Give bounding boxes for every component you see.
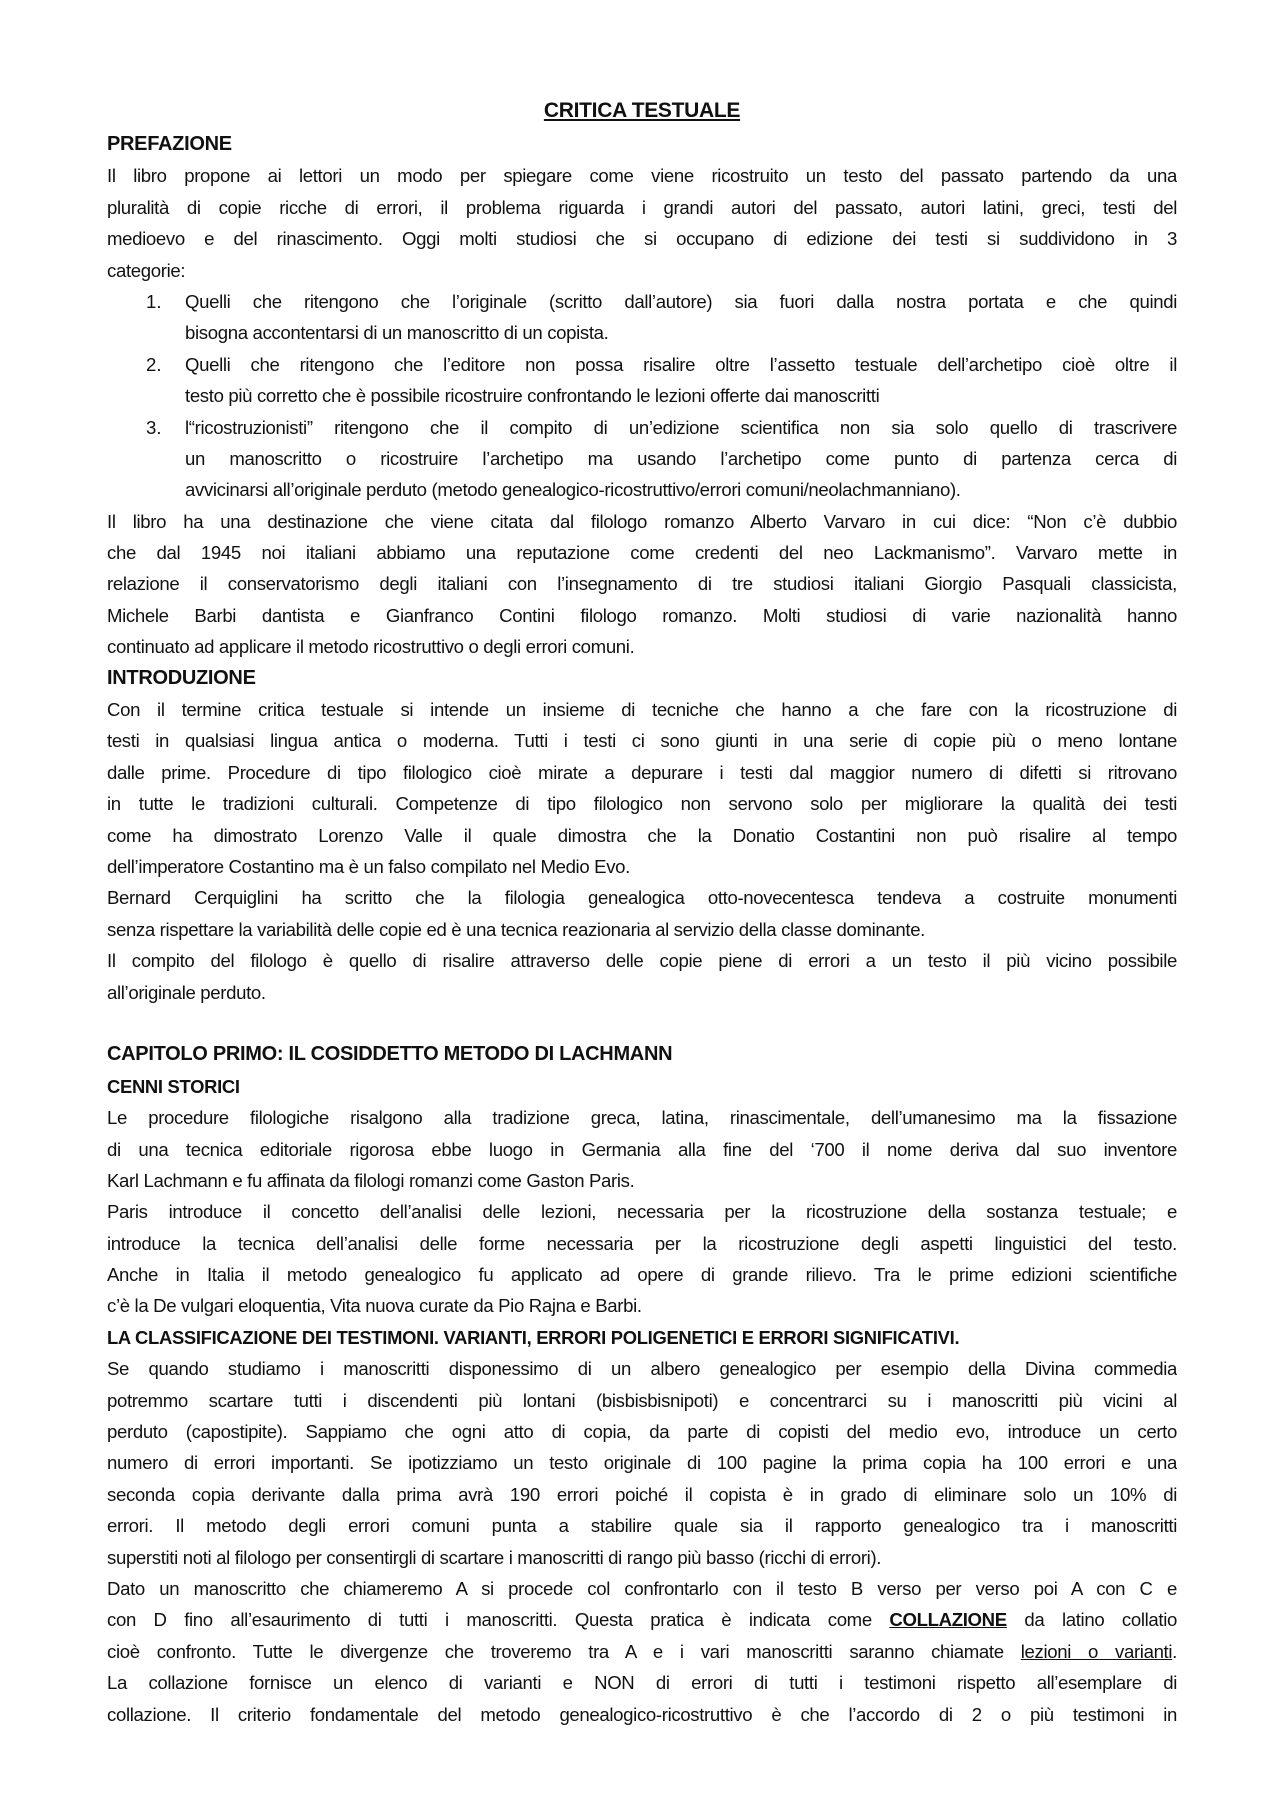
text-line: Il libro propone ai lettori un modo per spiegare come viene ricostruito un testo del passato partendo da una (107, 165, 1177, 187)
text-line: dalle prime. Procedure di tipo filologico cioè mirate a depurare i testi dal maggior numero di difetti si ritrovano (107, 761, 1177, 783)
paragraph (107, 1573, 1177, 1730)
text-line: Quelli che ritengono che l’editore non possa risalire oltre l’assetto testuale dell’archetipo cioè oltre il (185, 353, 1177, 375)
emphasized-text: lezioni o varianti (1020, 1640, 1173, 1662)
list-number: 3. (146, 416, 162, 438)
text-line: relazione il conservatorismo degli italiani con l’insegnamento di tre studiosi italiani Giorgio Pasquali classicista, (107, 573, 1177, 595)
paragraph (107, 1353, 1177, 1573)
text-line: categorie: (107, 259, 186, 281)
text-line: perduto (capostipite). Sappiamo che ogni atto di copia, da parte di copisti del medio evo, introduce un certo (107, 1421, 1177, 1443)
text-line (107, 1604, 1177, 1635)
text-line: numero di errori importanti. Se ipotizziamo un testo originale di 100 pagine la prima copia ha 100 errori e una (107, 1452, 1177, 1474)
list-number: 2. (146, 353, 162, 375)
text-segment: cioè confronto. Tutte le divergenze che troveremo tra A e i vari manoscritti saranno chiamate (107, 1640, 1021, 1662)
text-line: potremmo scartare tutti i discendenti più lontani (bisbisbisnipoti) e concentrarci su i manoscritti più vicini al (107, 1389, 1177, 1411)
list-item (107, 412, 1177, 506)
paragraph (107, 1196, 1177, 1322)
text-line: senza rispettare la variabilità delle copie ed è una tecnica reazionaria al servizio della classe dominante. (107, 918, 925, 940)
text-line: Quelli che ritengono che l’originale (scritto dall’autore) sia fuori dalla nostra portata e che quindi (185, 290, 1177, 312)
subsection-heading: LA CLASSIFICAZIONE DEI TESTIMONI. VARIANTI, ERRORI POLIGENETICI E ERRORI SIGNIFICATIVI. (107, 1326, 960, 1348)
paragraph (107, 945, 1177, 1008)
list-number: 1. (146, 290, 162, 312)
text-line: come ha dimostrato Lorenzo Valle il quale dimostra che la Donatio Costantini non può risalire al tempo (107, 824, 1177, 846)
paragraph (107, 1102, 1177, 1196)
text-line: Paris introduce il concetto dell’analisi delle lezioni, necessaria per la ricostruzione della sostanza testuale; e (107, 1201, 1177, 1223)
text-line: l“ricostruzionisti” ritengono che il compito di un’edizione scientifica non sia solo quello di trascrivere (185, 416, 1177, 438)
paragraph (107, 694, 1177, 882)
text-line: di una tecnica editoriale rigorosa ebbe luogo in Germania alla fine del ‘700 il nome deriva dal suo inventore (107, 1138, 1177, 1160)
text-line: Con il termine critica testuale si intende un insieme di tecniche che hanno a che fare con la ricostruzione di (107, 699, 1177, 721)
text-line: Michele Barbi dantista e Gianfranco Contini filologo romanzo. Molti studiosi di varie nazionalità hanno (107, 604, 1177, 626)
text-line: un manoscritto o ricostruire l’archetipo ma usando l’archetipo come punto di partenza cerca di (185, 447, 1177, 469)
text-segment: da latino collatio (1006, 1609, 1177, 1631)
list-item (107, 349, 1177, 412)
text-line: Bernard Cerquiglini ha scritto che la filologia genealogica otto-novecentesca tendeva a costruite monumenti (107, 887, 1177, 909)
text-line: testo più corretto che è possibile ricostruire confrontando le lezioni offerte dai manoscritti (185, 385, 880, 407)
text-line: Le procedure filologiche risalgono alla tradizione greca, latina, rinascimentale, dell’umanesimo ma la fissazione (107, 1107, 1177, 1129)
text-line: seconda copia derivante dalla prima avrà 190 errori poiché il copista è in grado di eliminare solo un 10% di (107, 1483, 1177, 1505)
paragraph (107, 160, 1177, 286)
text-segment: con D fino all’esaurimento di tutti i manoscritti. Questa pratica è indicata come (107, 1609, 890, 1631)
text-line: medioevo e del rinascimento. Oggi molti studiosi che si occupano di edizione dei testi si suddividono in 3 (107, 228, 1177, 250)
blank-line (107, 1008, 1177, 1039)
text-line: continuato ad applicare il metodo ricostruttivo o degli errori comuni. (107, 636, 635, 658)
section-heading: PREFAZIONE (107, 133, 232, 155)
text-line: Il compito del filologo è quello di risalire attraverso delle copie piene di errori a un testo il più vicino possibile (107, 950, 1177, 972)
text-segment: . (1172, 1640, 1177, 1662)
text-line: Dato un manoscritto che chiameremo A si procede col confrontarlo con il testo B verso per verso poi A con C e (107, 1577, 1177, 1599)
document-title: CRITICA TESTUALE (543, 99, 741, 122)
text-line: c’è la De vulgari eloquentia, Vita nuova curate da Pio Rajna e Barbi. (107, 1295, 642, 1317)
text-line: Karl Lachmann e fu affinata da filologi romanzi come Gaston Paris. (107, 1169, 635, 1191)
text-line: superstiti noti al filologo per consentirgli di scartare i manoscritti di rango più basso (ricchi di errori). (107, 1546, 882, 1568)
text-line: collazione. Il criterio fondamentale del metodo genealogico-ricostruttivo è che l’accordo di 2 o più testimoni in (107, 1703, 1177, 1725)
paragraph (107, 882, 1177, 945)
text-line: errori. Il metodo degli errori comuni punta a stabilire quale sia il rapporto genealogico tra i manoscritti (107, 1515, 1177, 1537)
list-item (107, 286, 1177, 349)
text-line: Se quando studiamo i manoscritti disponessimo di un albero genealogico per esempio della Divina commedia (107, 1358, 1177, 1380)
text-line: avvicinarsi all’originale perduto (metodo genealogico-ricostruttivo/errori comuni/neolachmanniano). (185, 479, 961, 501)
text-line: Anche in Italia il metodo genealogico fu applicato ad opere di grande rilievo. Tra le prime edizioni scientifiche (107, 1264, 1177, 1286)
document-body (107, 129, 1177, 1730)
section-heading: CAPITOLO PRIMO: IL COSIDDETTO METODO DI LACHMANN (107, 1043, 673, 1066)
emphasized-text: COLLAZIONE (889, 1609, 1007, 1631)
text-line: pluralità di copie ricche di errori, il problema riguarda i grandi autori del passato, autori latini, greci, testi del (107, 196, 1177, 218)
text-line: in tutte le tradizioni culturali. Competenze di tipo filologico non servono solo per migliorare la qualità dei testi (107, 793, 1177, 815)
text-line: dell’imperatore Costantino ma è un falso compilato nel Medio Evo. (107, 855, 630, 877)
text-line: La collazione fornisce un elenco di varianti e NON di errori di tutti i testimoni rispetto all’esemplare di (107, 1672, 1177, 1694)
subsection-heading: CENNI STORICI (107, 1075, 240, 1097)
text-line: all’originale perduto. (107, 981, 266, 1003)
text-line: che dal 1945 noi italiani abbiamo una reputazione come credenti del neo Lackmanismo”. Varvaro mette in (107, 542, 1177, 564)
text-line: testi in qualsiasi lingua antica o moderna. Tutti i testi ci sono giunti in una serie di copie più o meno lontane (107, 730, 1177, 752)
document-page (107, 92, 1177, 1730)
paragraph (107, 506, 1177, 663)
text-line: introduce la tecnica dell’analisi delle forme necessaria per la ricostruzione degli aspetti linguistici del testo. (107, 1232, 1177, 1254)
text-line: Il libro ha una destinazione che viene citata dal filologo romanzo Alberto Varvaro in cui dice: “Non c’è dubbio (107, 510, 1177, 532)
text-line (107, 1636, 1177, 1667)
section-heading: INTRODUZIONE (107, 666, 256, 689)
text-line: bisogna accontentarsi di un manoscritto di un copista. (185, 322, 609, 344)
